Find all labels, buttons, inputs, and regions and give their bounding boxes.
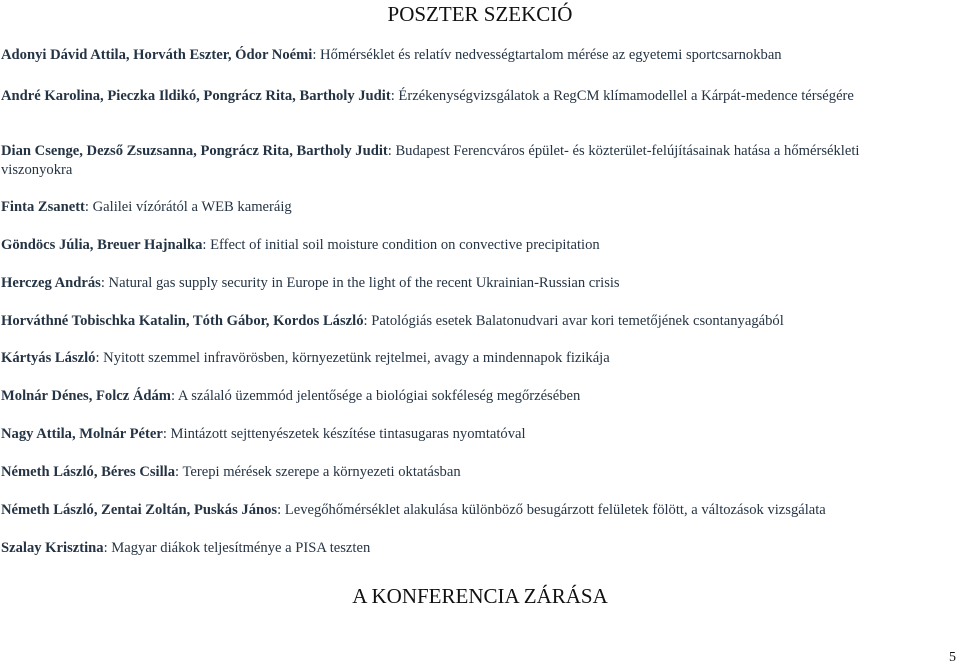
- entry-separator: :: [390, 88, 399, 104]
- entry-authors: Dian Csenge, Dezső Zsuzsanna, Pongrácz Rita, Bartholy Judit: [1, 143, 388, 159]
- entry-title: Natural gas supply security in Europe in the light of the recent Ukrainian-Russian crisis: [108, 275, 620, 291]
- entry-separator: :: [162, 426, 171, 442]
- entry-title: Patológiás esetek Balatonudvari avar kori temetőjének csontanyagából: [371, 313, 784, 329]
- poster-entry: [1, 46, 931, 65]
- entry-title: Budapest Ferencváros épület- és közterület-felújításainak hatása a hőmérsékleti viszonyokra: [1, 143, 860, 178]
- poster-entry: [1, 198, 931, 217]
- entry-title: Hőmérséklet és relatív nedvességtartalom mérése az egyetemi sportcsarnokban: [320, 47, 782, 63]
- poster-entry: [1, 274, 931, 293]
- entry-title: Magyar diákok teljesítménye a PISA teszten: [111, 540, 371, 556]
- entry-title: Terepi mérések szerepe a környezeti oktatásban: [182, 464, 461, 480]
- entry-separator: :: [277, 502, 285, 518]
- entry-title: Nyitott szemmel infravörösben, környezetünk rejtelmei, avagy a mindennapok fizikája: [103, 350, 610, 366]
- entry-separator: :: [103, 540, 112, 556]
- poster-entry: [1, 425, 931, 444]
- poster-entry: [1, 87, 931, 106]
- entry-title: Levegőhőmérséklet alakulása különböző besugárzott felületek fölött, a változások vizsgálata: [284, 502, 826, 518]
- poster-entry: [1, 236, 931, 255]
- poster-entry: [1, 349, 931, 368]
- page-number: 5: [949, 650, 956, 665]
- entry-title: Effect of initial soil moisture condition on convective precipitation: [210, 237, 600, 253]
- entry-separator: :: [312, 47, 321, 63]
- entry-authors: Kártyás László: [1, 350, 96, 366]
- entry-separator: :: [175, 464, 183, 480]
- poster-entry: [1, 501, 946, 520]
- poster-entry: [1, 387, 931, 406]
- entry-separator: :: [100, 275, 109, 291]
- poster-entry: [1, 142, 931, 179]
- entry-title: A szálaló üzemmód jelentősége a biológiai sokféleség megőrzésében: [177, 388, 581, 404]
- entry-authors: Horváthné Tobischka Katalin, Tóth Gábor, Kordos László: [1, 313, 364, 329]
- poster-entry: [1, 463, 931, 482]
- entry-separator: :: [202, 237, 211, 253]
- entry-authors: Nagy Attila, Molnár Péter: [1, 426, 163, 442]
- entry-authors: Göndöcs Júlia, Breuer Hajnalka: [1, 237, 203, 253]
- entry-authors: André Karolina, Pieczka Ildikó, Pongrácz Rita, Bartholy Judit: [1, 88, 391, 104]
- entry-separator: :: [95, 350, 104, 366]
- entry-title: Mintázott sejttenyészetek készítése tintasugaras nyomtatóval: [170, 426, 526, 442]
- entry-separator: :: [84, 199, 93, 215]
- entry-separator: :: [387, 143, 396, 159]
- entry-authors: Adonyi Dávid Attila, Horváth Eszter, Ódor Noémi: [1, 47, 313, 63]
- entry-authors: Molnár Dénes, Folcz Ádám: [1, 388, 171, 404]
- entry-separator: :: [170, 388, 178, 404]
- poster-entry: [1, 539, 931, 558]
- entry-authors: Németh László, Béres Csilla: [1, 464, 176, 480]
- entry-authors: Németh László, Zentai Zoltán, Puskás János: [1, 502, 278, 518]
- entry-title: Érzékenységvizsgálatok a RegCM klímamodellel a Kárpát-medence térségére: [398, 88, 854, 104]
- entry-title: Galilei vízórától a WEB kameráig: [92, 199, 292, 215]
- entry-separator: :: [363, 313, 372, 329]
- section-title: POSZTER SZEKCIÓ: [387, 2, 573, 26]
- entry-authors: Finta Zsanett: [1, 199, 85, 215]
- entry-authors: Szalay Krisztina: [1, 540, 104, 556]
- closing-title: A KONFERENCIA ZÁRÁSA: [352, 584, 608, 608]
- entry-authors: Herczeg András: [1, 275, 101, 291]
- poster-entry: [1, 312, 931, 331]
